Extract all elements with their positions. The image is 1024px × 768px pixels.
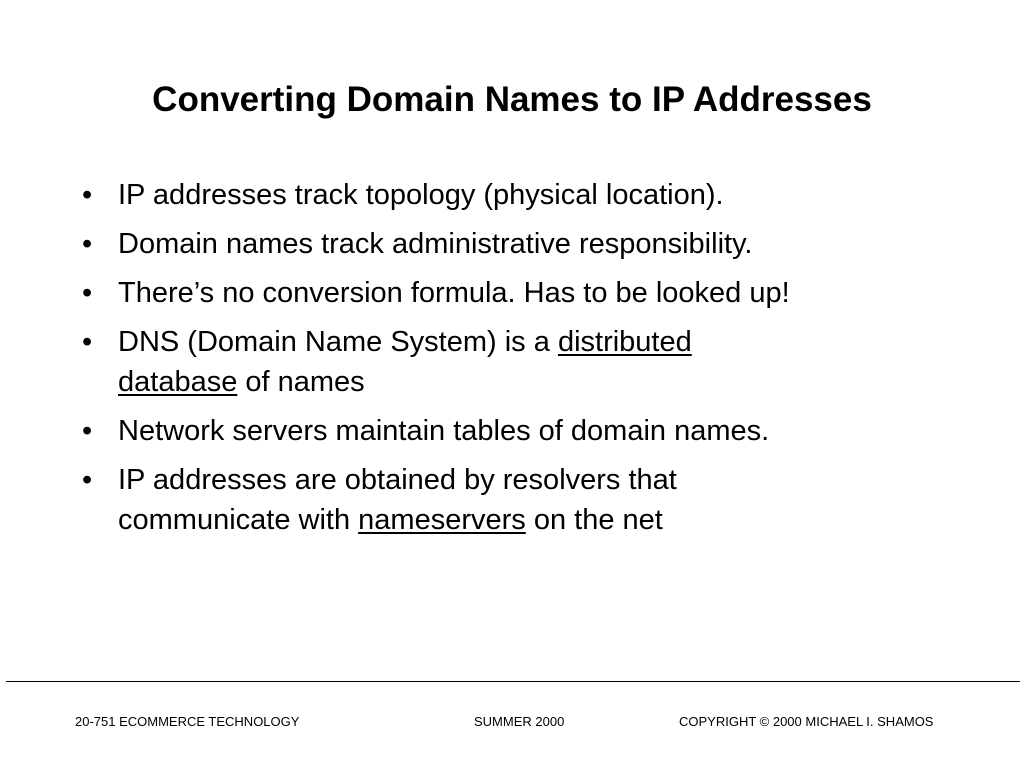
footer-term: SUMMER 2000 xyxy=(474,714,565,729)
bullet-text xyxy=(118,460,798,540)
underlined-term-database: database xyxy=(118,366,238,398)
bullet-text xyxy=(118,326,692,398)
bullet-dot: • xyxy=(82,464,93,496)
bullet-dot: • xyxy=(82,179,93,211)
bullet-dot: • xyxy=(82,415,93,447)
bullet-text-part: of names xyxy=(237,366,365,398)
bullet-text: There’s no conversion formula. Has to be looked up! xyxy=(118,277,790,309)
slide-title: Converting Domain Names to IP Addresses xyxy=(152,80,872,119)
bullet-text: Domain names track administrative responsibility. xyxy=(118,228,753,260)
bullet-text: IP addresses track topology (physical location). xyxy=(118,179,724,211)
bullet-item xyxy=(70,322,970,402)
bullet-text: Network servers maintain tables of domain names. xyxy=(118,415,770,447)
bullet-item xyxy=(70,411,970,451)
bullet-item xyxy=(70,273,970,313)
bullet-dot: • xyxy=(82,277,93,309)
bullet-text-part: DNS (Domain Name System) is a xyxy=(118,326,558,358)
bullet-dot: • xyxy=(82,228,93,260)
bullet-item xyxy=(70,175,970,215)
footer-divider xyxy=(6,681,1020,682)
underlined-term-distributed: distributed xyxy=(557,326,692,358)
bullet-text-part: IP addresses are obtained by resolvers that communicate with xyxy=(118,464,677,536)
bullet-item xyxy=(70,224,970,264)
bullet-list xyxy=(70,175,970,549)
bullet-text-part: on the net xyxy=(525,504,663,536)
underlined-term-nameservers: nameservers xyxy=(358,504,526,536)
bullet-dot: • xyxy=(82,326,93,358)
bullet-item xyxy=(70,460,970,540)
footer-copyright: COPYRIGHT © 2000 MICHAEL I. SHAMOS xyxy=(679,714,934,729)
footer-course: 20-751 ECOMMERCE TECHNOLOGY xyxy=(75,714,300,729)
